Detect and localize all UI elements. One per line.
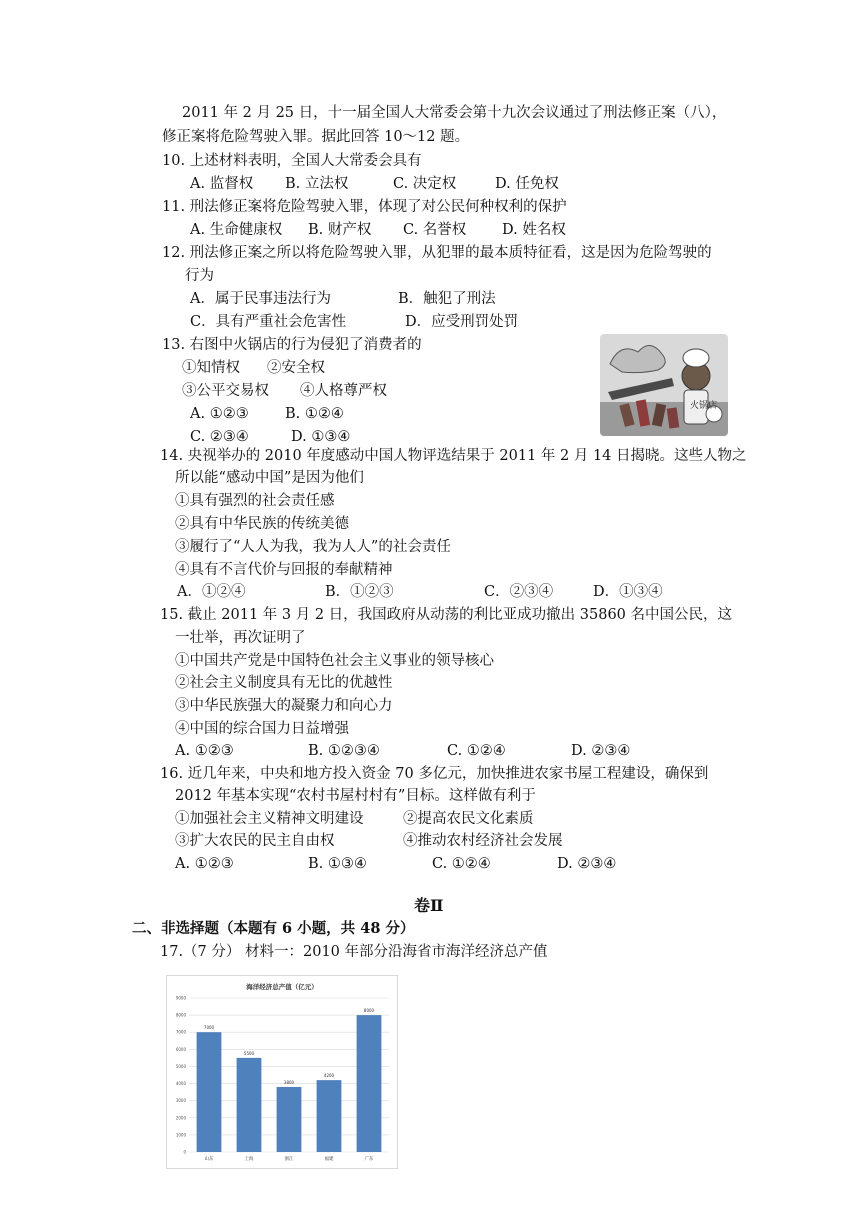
q14-option-c: C．②③④ bbox=[484, 584, 554, 600]
y-tick-label: 4000 bbox=[175, 1081, 186, 1087]
q16-stem-line-1: 16. 近几年来，中央和地方投入资金 70 多亿元，加快推进农家书屋工程建设，确保到 bbox=[160, 766, 709, 782]
q16-option-d: D. ②③④ bbox=[557, 856, 617, 872]
x-tick-label: 山东 bbox=[204, 1157, 214, 1162]
q12-option-c: C．具有严重社会危害性 bbox=[190, 314, 347, 330]
q13-item-1: ①知情权 bbox=[182, 360, 240, 376]
ocean-economy-chart bbox=[166, 975, 398, 1169]
q16-item-1: ①加强社会主义精神文明建设 bbox=[175, 811, 364, 827]
q15-item-3: ③中华民族强大的凝聚力和向心力 bbox=[175, 698, 393, 714]
q10-stem: 10. 上述材料表明，全国人大常委会具有 bbox=[162, 153, 422, 169]
y-tick-label: 2000 bbox=[175, 1115, 186, 1121]
q15-item-1: ①中国共产党是中国特色社会主义事业的领导核心 bbox=[175, 653, 494, 669]
q14-item-1: ①具有强烈的社会责任感 bbox=[175, 493, 335, 509]
bar-value-label: 5500 bbox=[243, 1050, 255, 1056]
section-heading: 二、非选择题（本题有 6 小题，共 48 分） bbox=[132, 920, 415, 937]
bar-chart-svg bbox=[167, 976, 397, 1168]
y-tick-label: 9000 bbox=[175, 995, 186, 1001]
bar-value-label: 3800 bbox=[283, 1079, 295, 1085]
q17-stem: 17.（7 分） 材料一：2010 年部分沿海省市海洋经济总产值 bbox=[160, 944, 548, 960]
q16-stem-line-2: 2012 年基本实现“农村书屋村村有”目标。这样做有利于 bbox=[175, 788, 536, 804]
hotpot-sign-text: 火锅店 bbox=[690, 401, 718, 411]
chart-title: 海洋经济总产值（亿元） bbox=[246, 983, 318, 991]
x-tick-label: 福建 bbox=[324, 1157, 334, 1162]
q13-option-d: D. ①③④ bbox=[291, 429, 351, 445]
q14-option-a: A．①②④ bbox=[177, 584, 246, 600]
q11-option-c: C. 名誉权 bbox=[403, 222, 467, 238]
q13-option-b: B. ①②④ bbox=[285, 406, 344, 422]
q15-option-d: D. ②③④ bbox=[571, 743, 631, 759]
q14-stem-line-2: 所以能“感动中国”是因为他们 bbox=[175, 470, 364, 486]
q15-option-a: A. ①②③ bbox=[175, 743, 234, 759]
bar-value-label: 7000 bbox=[203, 1025, 215, 1031]
q12-option-d: D．应受刑罚处罚 bbox=[405, 314, 519, 330]
q13-option-a: A. ①②③ bbox=[190, 406, 249, 422]
q10-option-c: C. 决定权 bbox=[393, 176, 457, 192]
bar bbox=[277, 1087, 302, 1152]
y-tick-label: 7000 bbox=[175, 1029, 186, 1035]
x-tick-label: 广东 bbox=[364, 1157, 374, 1162]
q10-option-b: B. 立法权 bbox=[285, 176, 349, 192]
intro-line-2: 修正案将危险驾驶入罪。据此回答 10～12 题。 bbox=[162, 129, 470, 145]
q14-option-b: B．①②③ bbox=[325, 584, 394, 600]
q13-option-c: C. ②③④ bbox=[190, 429, 249, 445]
q14-item-4: ④具有不言代价与回报的奉献精神 bbox=[175, 562, 393, 578]
bar-value-label: 4200 bbox=[323, 1073, 335, 1079]
bar bbox=[317, 1080, 342, 1152]
q13-item-4: ④人格尊严权 bbox=[300, 383, 387, 399]
q14-item-2: ②具有中华民族的传统美德 bbox=[175, 516, 349, 532]
q12-option-a: A．属于民事违法行为 bbox=[190, 291, 331, 307]
q10-option-a: A. 监督权 bbox=[190, 176, 254, 192]
q14-stem-line-1: 14. 央视举办的 2010 年度感动中国人物评选结果于 2011 年 2 月 14 日揭晓。这些人物之 bbox=[160, 448, 747, 464]
q11-option-b: B. 财产权 bbox=[308, 222, 372, 238]
q14-option-d: D．①③④ bbox=[593, 584, 663, 600]
intro-line-1: 2011 年 2 月 25 日，十一届全国人大常委会第十九次会议通过了刑法修正案（八）， bbox=[182, 105, 727, 121]
q14-item-3: ③履行了“人人为我，我为人人”的社会责任 bbox=[175, 539, 451, 555]
hotpot-cartoon-image bbox=[600, 334, 728, 436]
y-tick-label: 6000 bbox=[175, 1046, 186, 1052]
bar bbox=[197, 1032, 222, 1152]
q13-item-3: ③公平交易权 bbox=[182, 383, 269, 399]
q12-stem-line-2: 行为 bbox=[185, 268, 214, 284]
q16-item-3: ③扩大农民的民主自由权 bbox=[175, 833, 335, 849]
q13-item-2: ②安全权 bbox=[267, 360, 325, 376]
q16-item-2: ②提高农民文化素质 bbox=[403, 811, 534, 827]
y-tick-label: 8000 bbox=[175, 1012, 186, 1018]
q15-option-b: B. ①②③④ bbox=[308, 743, 380, 759]
bar bbox=[237, 1058, 262, 1152]
q15-stem-line-1: 15. 截止 2011 年 3 月 2 日，我国政府从动荡的利比亚成功撤出 35860 名中国公民，这 bbox=[160, 607, 733, 623]
q15-stem-line-2: 一壮举，再次证明了 bbox=[175, 630, 306, 646]
q12-option-b: B．触犯了刑法 bbox=[398, 291, 496, 307]
q16-item-4: ④推动农村经济社会发展 bbox=[403, 833, 563, 849]
y-tick-label: 3000 bbox=[175, 1098, 186, 1104]
y-tick-label: 1000 bbox=[175, 1132, 186, 1138]
q15-option-c: C. ①②④ bbox=[447, 743, 506, 759]
bar-value-label: 8000 bbox=[363, 1008, 375, 1014]
q12-stem-line-1: 12. 刑法修正案之所以将危险驾驶入罪，从犯罪的最本质特征看，这是因为危险驾驶的 bbox=[162, 245, 712, 261]
y-tick-label: 0 bbox=[183, 1149, 186, 1155]
q10-option-d: D. 任免权 bbox=[495, 176, 559, 192]
q11-option-a: A. 生命健康权 bbox=[190, 222, 283, 238]
q13-stem: 13. 右图中火锅店的行为侵犯了消费者的 bbox=[162, 337, 422, 353]
q16-option-b: B. ①③④ bbox=[308, 856, 367, 872]
q16-option-c: C. ①②④ bbox=[432, 856, 491, 872]
q11-option-d: D. 姓名权 bbox=[502, 222, 566, 238]
q15-item-2: ②社会主义制度具有无比的优越性 bbox=[175, 675, 393, 691]
q15-item-4: ④中国的综合国力日益增强 bbox=[175, 721, 349, 737]
x-tick-label: 浙江 bbox=[284, 1157, 294, 1162]
q16-option-a: A. ①②③ bbox=[175, 856, 234, 872]
y-tick-label: 5000 bbox=[175, 1063, 186, 1069]
bar bbox=[357, 1015, 382, 1152]
x-tick-label: 上海 bbox=[244, 1157, 254, 1162]
q11-stem: 11. 刑法修正案将危险驾驶入罪，体现了对公民何种权利的保护 bbox=[162, 199, 567, 215]
part-title: 卷Ⅱ bbox=[414, 896, 444, 915]
